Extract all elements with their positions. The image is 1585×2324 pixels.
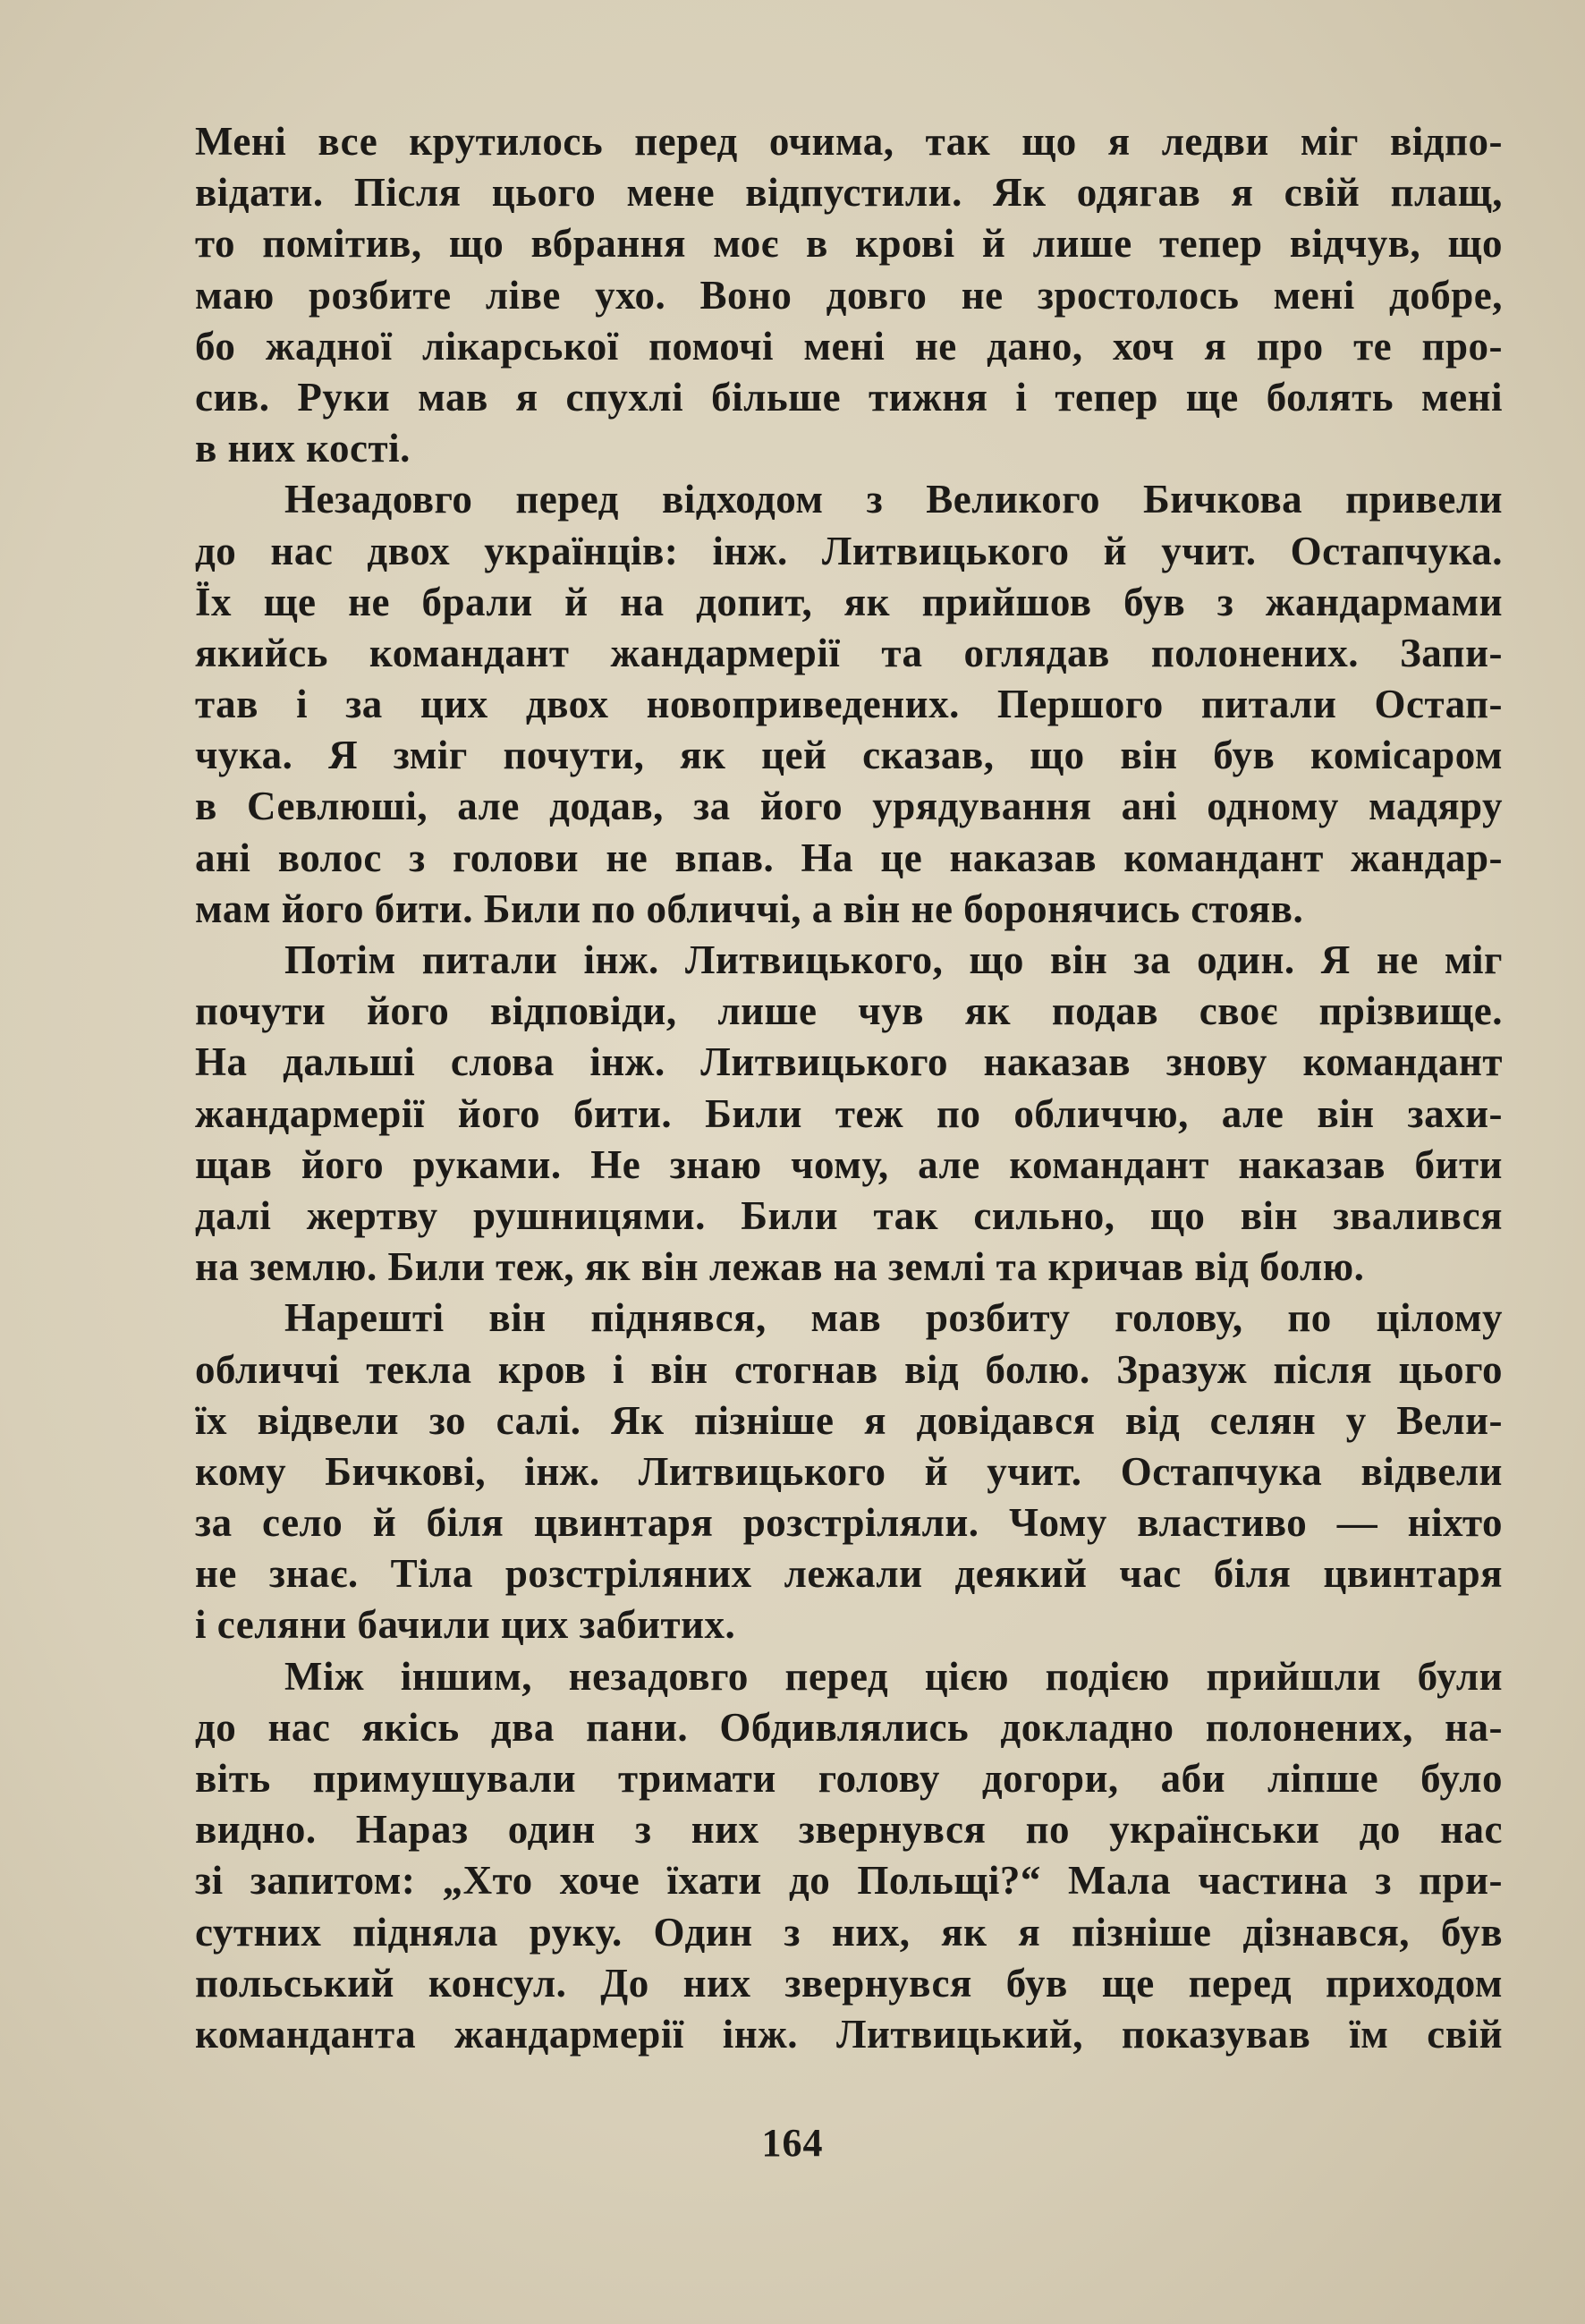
- text-line: Мені все крутилось перед очима, так що я ледви міг відпо-: [195, 119, 1503, 164]
- text-line: обличчі текла кров і він стогнав від болю. Зразуж після цього: [195, 1346, 1503, 1392]
- text-line: команданта жандармерії інж. Литвицький, показував їм свій: [195, 2011, 1503, 2057]
- text-line: тав і за цих двох новоприведених. Першого питали Остап-: [195, 682, 1503, 727]
- text-line: Незадовго перед відходом з Великого Бичкова привели: [284, 477, 1503, 522]
- text-line: віть примушували тримати голову догори, аби ліпше було: [195, 1756, 1503, 1801]
- text-line: якийсь командант жандармерії та оглядав полонених. Запи-: [195, 630, 1503, 675]
- text-line: кому Бичкові, інж. Литвицького й учит. Остапчука відвели: [195, 1448, 1503, 1494]
- text-line: до нас якісь два пани. Обдивлялись докладно полонених, на-: [195, 1704, 1503, 1750]
- paragraph: [195, 935, 1503, 1293]
- paragraph: [195, 1651, 1503, 2061]
- text-line: їх відвели зо салі. Як пізніше я довідався від селян у Вели-: [195, 1397, 1503, 1443]
- text-line: маю розбите ліве ухо. Воно довго не зростолось мені добре,: [195, 272, 1503, 318]
- text-line: Нарешті він піднявся, мав розбиту голову, по цілому: [284, 1295, 1503, 1341]
- text-line: Між іншим, незадовго перед цією подією прийшли були: [284, 1653, 1503, 1699]
- text-line: на землю. Били теж, як він лежав на землі та кричав від болю.: [195, 1244, 1365, 1290]
- body-text: [195, 116, 1503, 2060]
- paragraph: [195, 116, 1503, 474]
- page-number: 164: [761, 2121, 824, 2165]
- text-line: в Севлюші, але додав, за його урядування ані одному мадяру: [195, 784, 1503, 829]
- text-line: за село й біля цвинтаря розстріляли. Чому властиво — ніхто: [195, 1500, 1503, 1546]
- text-line: мам його бити. Били по обличчі, а він не боронячись стояв.: [195, 886, 1304, 931]
- text-line: до нас двох українців: інж. Литвицького й учит. Остапчука.: [195, 528, 1503, 573]
- text-line: польський консул. До них звернувся був ще перед приходом: [195, 1960, 1503, 2006]
- text-line: то помітив, що вбрання моє в крові й лише тепер відчув, що: [195, 221, 1503, 267]
- text-line: бо жадної лікарської помочі мені не дано, хоч я про те про-: [195, 323, 1503, 369]
- text-line: не знає. Тіла розстріляних лежали деякий час біля цвинтаря: [195, 1551, 1503, 1597]
- text-line: щав його руками. Не знаю чому, але командант наказав бити: [195, 1141, 1503, 1187]
- text-line: в них кості.: [195, 426, 411, 471]
- text-line: Потім питали інж. Литвицького, що він за один. Я не міг: [284, 937, 1503, 982]
- text-line: ані волос з голови не впав. На це наказав командант жандар-: [195, 835, 1503, 880]
- text-line: відати. Після цього мене відпустили. Як одягав я свій плащ,: [195, 170, 1503, 216]
- text-line: чука. Я зміг почути, як цей сказав, що він був комісаром: [195, 733, 1503, 778]
- text-line: видно. Нараз один з них звернувся по українськи до нас: [195, 1807, 1503, 1853]
- text-line: жандармерії його бити. Били теж по обличчю, але він захи-: [195, 1090, 1503, 1136]
- text-line: зі запитом: „Хто хоче їхати до Польщі?“ Мала частина з при-: [195, 1858, 1503, 1904]
- text-line: почути його відповіди, лише чув як подав своє прізвище.: [195, 988, 1503, 1034]
- text-line: сутних підняла руку. Один з них, як я пізніше дізнався, був: [195, 1909, 1503, 1955]
- text-line: На дальші слова інж. Литвицького наказав знову командант: [195, 1039, 1503, 1085]
- text-line: Їх ще не брали й на допит, як прийшов був з жандармами: [195, 579, 1503, 624]
- text-line: і селяни бачили цих забитих.: [195, 1602, 736, 1648]
- paragraph: [195, 474, 1503, 935]
- paragraph: [195, 1293, 1503, 1650]
- text-line: сив. Руки мав я спухлі більше тижня і тепер ще болять мені: [195, 374, 1503, 420]
- text-line: далі жертву рушницями. Били так сильно, що він звалився: [195, 1192, 1503, 1238]
